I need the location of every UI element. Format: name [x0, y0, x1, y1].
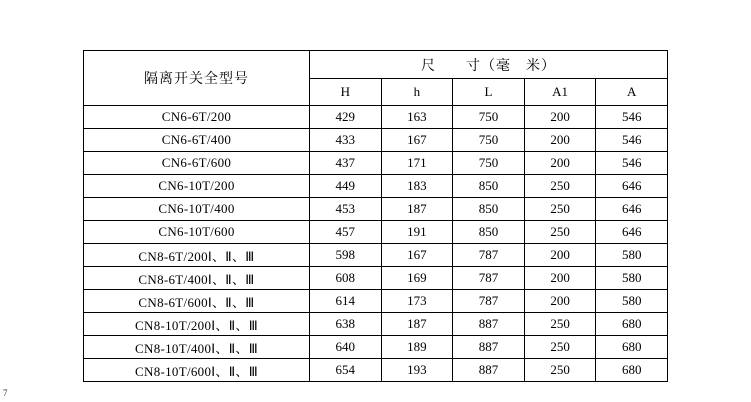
- cell-a: 680: [596, 336, 668, 359]
- cell-l: 850: [453, 175, 525, 198]
- cell-l: 850: [453, 221, 525, 244]
- cell-h-lower: 191: [381, 221, 453, 244]
- cell-a: 680: [596, 359, 668, 382]
- table-row: [84, 106, 668, 129]
- cell-h-lower: 189: [381, 336, 453, 359]
- table-row: [84, 175, 668, 198]
- header-col-h: H: [310, 79, 382, 106]
- cell-a1: 200: [524, 290, 596, 313]
- table-row: [84, 129, 668, 152]
- cell-h: 640: [310, 336, 382, 359]
- cell-model: CN6-10T/600: [84, 221, 310, 244]
- specification-table: [83, 50, 668, 382]
- cell-h-lower: 167: [381, 129, 453, 152]
- table-body: [84, 106, 668, 382]
- cell-a1: 250: [524, 313, 596, 336]
- cell-h: 608: [310, 267, 382, 290]
- header-model-cell: 隔离开关全型号: [84, 51, 310, 106]
- cell-a1: 250: [524, 221, 596, 244]
- cell-h: 654: [310, 359, 382, 382]
- cell-l: 887: [453, 359, 525, 382]
- cell-a: 546: [596, 152, 668, 175]
- cell-a1: 200: [524, 129, 596, 152]
- cell-a: 580: [596, 244, 668, 267]
- cell-l: 750: [453, 129, 525, 152]
- cell-h-lower: 167: [381, 244, 453, 267]
- cell-a1: 200: [524, 152, 596, 175]
- cell-l: 787: [453, 267, 525, 290]
- header-col-h-lower: h: [381, 79, 453, 106]
- cell-model: CN6-6T/200: [84, 106, 310, 129]
- cell-h: 449: [310, 175, 382, 198]
- cell-h-lower: 163: [381, 106, 453, 129]
- cell-h: 429: [310, 106, 382, 129]
- cell-l: 887: [453, 336, 525, 359]
- cell-a: 580: [596, 267, 668, 290]
- cell-h: 433: [310, 129, 382, 152]
- cell-l: 787: [453, 244, 525, 267]
- cell-a1: 250: [524, 175, 596, 198]
- cell-model: CN8-10T/200Ⅰ、Ⅱ、Ⅲ: [84, 313, 310, 336]
- cell-model: CN8-10T/400Ⅰ、Ⅱ、Ⅲ: [84, 336, 310, 359]
- cell-a: 546: [596, 106, 668, 129]
- header-col-l: L: [453, 79, 525, 106]
- table-row: [84, 267, 668, 290]
- table-row: [84, 152, 668, 175]
- cell-h-lower: 193: [381, 359, 453, 382]
- table-row: [84, 336, 668, 359]
- cell-a: 580: [596, 290, 668, 313]
- cell-h: 614: [310, 290, 382, 313]
- cell-h-lower: 173: [381, 290, 453, 313]
- table-row: [84, 359, 668, 382]
- cell-a1: 250: [524, 359, 596, 382]
- page-corner-mark: 7: [3, 388, 8, 398]
- cell-h-lower: 187: [381, 313, 453, 336]
- header-col-a1: A1: [524, 79, 596, 106]
- cell-model: CN6-6T/400: [84, 129, 310, 152]
- cell-model: CN8-6T/600Ⅰ、Ⅱ、Ⅲ: [84, 290, 310, 313]
- cell-a: 546: [596, 129, 668, 152]
- cell-l: 787: [453, 290, 525, 313]
- cell-l: 887: [453, 313, 525, 336]
- cell-model: CN6-6T/600: [84, 152, 310, 175]
- cell-h: 457: [310, 221, 382, 244]
- cell-h-lower: 171: [381, 152, 453, 175]
- cell-l: 750: [453, 106, 525, 129]
- cell-l: 850: [453, 198, 525, 221]
- cell-a: 680: [596, 313, 668, 336]
- cell-a1: 200: [524, 244, 596, 267]
- cell-a: 646: [596, 221, 668, 244]
- cell-h: 453: [310, 198, 382, 221]
- cell-model: CN6-10T/400: [84, 198, 310, 221]
- cell-a1: 200: [524, 106, 596, 129]
- cell-h: 598: [310, 244, 382, 267]
- table-row: [84, 313, 668, 336]
- cell-a: 646: [596, 175, 668, 198]
- cell-a: 646: [596, 198, 668, 221]
- cell-h-lower: 187: [381, 198, 453, 221]
- table-header-row-1: [84, 51, 668, 79]
- cell-h: 638: [310, 313, 382, 336]
- header-col-a: A: [596, 79, 668, 106]
- cell-h: 437: [310, 152, 382, 175]
- cell-model: CN8-10T/600Ⅰ、Ⅱ、Ⅲ: [84, 359, 310, 382]
- table-header: [84, 51, 668, 106]
- cell-l: 750: [453, 152, 525, 175]
- table-row: [84, 244, 668, 267]
- table-row: [84, 198, 668, 221]
- specification-table-container: [83, 50, 668, 382]
- cell-model: CN6-10T/200: [84, 175, 310, 198]
- cell-h-lower: 183: [381, 175, 453, 198]
- table-row: [84, 221, 668, 244]
- cell-model: CN8-6T/400Ⅰ、Ⅱ、Ⅲ: [84, 267, 310, 290]
- cell-a1: 250: [524, 198, 596, 221]
- cell-model: CN8-6T/200Ⅰ、Ⅱ、Ⅲ: [84, 244, 310, 267]
- cell-a1: 200: [524, 267, 596, 290]
- table-row: [84, 290, 668, 313]
- cell-h-lower: 169: [381, 267, 453, 290]
- cell-a1: 250: [524, 336, 596, 359]
- header-dimension-cell: 尺 寸（毫 米）: [310, 51, 668, 79]
